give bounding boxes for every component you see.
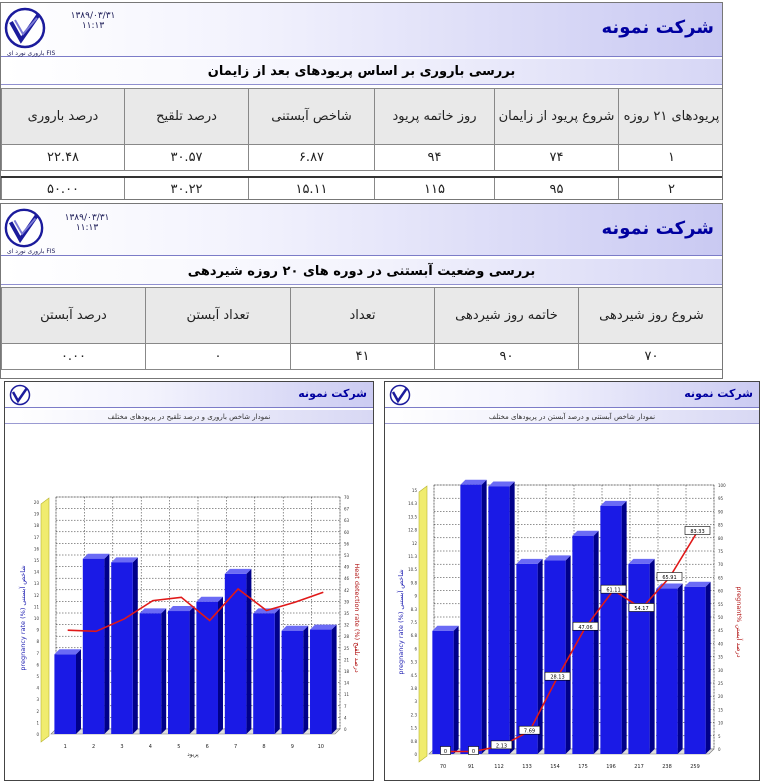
header-cell: شروع پریود از زایمان [495,89,619,145]
y2-tick-label: 90 [718,509,724,515]
y2-tick-label: 40 [718,641,724,647]
table-row [2,344,724,370]
y-tick-label: 18 [33,523,39,529]
bar [196,602,218,734]
y-tick-label: 9 [36,627,39,633]
chart-title: نمودار شاخص آبستنی و درصد آبستن در پریودهای مختلف [385,410,759,424]
bar [168,611,190,734]
bar [460,485,481,754]
y2-tick-label: 39 [344,599,350,605]
y2-tick-label: 21 [344,657,350,663]
bar [310,630,332,734]
y-axis-label: pregnancy rate (%) شاخص آبستنی [19,565,27,671]
y2-tick-label: 55 [718,601,724,607]
y2-tick-label: 4 [344,715,347,721]
bar [516,564,537,754]
y2-tick-label: 60 [718,588,724,594]
table-cell: ۷۴ [495,145,619,171]
y2-tick-label: 45 [718,628,724,634]
table-cell: ۶.۸۷ [249,145,375,171]
y-tick-label: 6.8 [410,633,417,639]
bar-side [246,569,251,734]
bar [488,486,509,754]
bar [684,587,705,754]
header-cell: شروع روز شیردهی [579,288,724,344]
bar [225,574,247,734]
y2-tick-label: 28 [344,634,350,640]
y2-tick-label: 53 [344,553,350,558]
y-tick-label: 0 [414,752,417,757]
data-label: 0 [443,749,448,755]
y2-tick-label: 75 [718,549,724,554]
header-cell: خاتمه روز شیردهی [435,288,579,344]
table-cell: ۷۰ [579,344,724,370]
y-tick-label: 9 [414,593,417,599]
report-date: ۱۳۸۹/۰۳/۳۱ [70,11,116,21]
y-tick-label: 8.3 [410,606,417,612]
bar-side [76,649,81,734]
bar-side [538,559,543,754]
y2-tick-label: 20 [718,694,724,700]
bar-side [133,557,138,734]
x-tick-label: 5 [177,744,181,750]
table-row [2,177,724,201]
bar [253,613,275,734]
chart-plot-2 [385,382,760,781]
y2-tick-label: 100 [718,483,726,488]
y2-tick-label: 11 [344,692,350,698]
y2-tick-label: 25 [718,681,724,686]
y-tick-label: 12.8 [408,527,417,533]
y2-tick-label: 5 [718,733,721,739]
company-name: شرکت نمونه [684,387,753,400]
report-panel-1 [0,2,723,200]
table-cell: ۱۵.۱۱ [249,177,375,201]
y2-tick-label: 7 [344,703,347,709]
y-tick-label: 4.5 [410,672,417,678]
y-tick-label: 10.5 [408,567,417,573]
y-tick-label: 11.3 [408,554,417,559]
y2-tick-label: 32 [344,622,350,628]
bar-side [594,531,599,754]
y-tick-label: 6 [414,646,417,652]
y2-tick-label: 49 [344,564,350,570]
y-tick-label: 13.5 [408,514,417,520]
bar-side [161,608,166,734]
bar-side [218,597,223,734]
y2-tick-label: 70 [344,495,350,500]
y-tick-label: 12 [33,592,39,598]
y-tick-label: 13 [33,581,39,587]
x-tick-label: 8 [262,744,266,750]
chart-panel-1 [4,381,374,781]
bar [544,560,565,754]
company-name: شرکت نمونه [298,387,367,400]
report-date: ۱۳۸۹/۰۳/۳۱ [64,213,110,223]
y2-tick-label: 56 [344,541,350,547]
y2-tick-label: 46 [344,576,350,582]
y-tick-label: 14 [33,569,39,575]
chart-plot-1 [5,382,374,781]
bar-side [275,608,280,734]
bar [432,631,453,754]
x-tick-label: 10 [317,744,324,750]
table-cell: ۳۰.۲۲ [125,177,249,201]
y2-tick-label: 70 [718,562,724,568]
bar-side [678,584,683,754]
y-tick-label: 0.8 [410,738,417,744]
y-tick-label: 6 [36,662,39,668]
x-tick-label: 3 [120,744,124,750]
x-tick-label: 133 [522,764,532,770]
report-table-1 [1,88,723,200]
company-name: شرکت نمونه [601,218,714,239]
report-header [1,3,722,57]
x-tick-label: 1 [63,744,67,750]
y-tick-label: 8 [36,639,39,645]
table-cell: ۱۱۵ [375,177,495,201]
y-tick-label: 12 [411,540,417,546]
x-tick-label: 217 [634,764,644,770]
x-tick-label: 259 [690,764,700,770]
y-tick-label: 16 [33,546,39,552]
table-cell: ۰.۰۰ [2,344,146,370]
report-table-2 [1,287,723,370]
y2-axis-label: pregnant% درصد آبستن [735,586,743,658]
header-cell: درصد آبستن [2,288,146,344]
x-tick-label: 112 [494,764,504,770]
bar-side [303,626,308,734]
y-tick-label: 7.5 [410,620,417,625]
y-tick-label: 14.3 [408,501,417,507]
y-tick-label: 20 [33,500,39,505]
x-tick-label: 6 [205,744,209,750]
bar [282,631,304,734]
bar-side [104,554,109,734]
data-label: 83.33 [690,529,705,536]
table-cell: ۹۰ [435,344,579,370]
table-row [2,145,724,171]
table-cell: ۱ [619,145,724,171]
report-header [1,204,722,256]
report-time: ۱۱:۱۳ [75,223,99,234]
data-label: 61.11 [606,587,621,594]
x-tick-label: 2 [92,744,96,750]
y-tick-label: 2.3 [410,712,417,718]
x-tick-label: 4 [148,744,152,750]
x-tick-label: 154 [550,764,560,770]
y-tick-label: 1 [36,720,39,726]
x-tick-label: 9 [290,744,294,750]
y2-tick-label: 35 [344,611,350,616]
bar [656,589,677,754]
y2-tick-label: 80 [718,535,724,541]
bar [54,654,76,734]
data-label: 0 [471,749,476,755]
x-tick-label: 196 [606,764,616,770]
report-time: ۱۱:۱۳ [81,21,105,32]
y-tick-label: 1.5 [410,725,417,731]
header-cell: شاخص آبستنی [249,89,375,145]
y2-tick-label: 65 [718,575,724,581]
plot-side-wall [419,486,427,762]
software-caption: باروری نورد ای FIS [7,248,56,255]
y2-tick-label: 50 [718,615,724,620]
bar-side [510,481,515,754]
table-cell: ۴۱ [291,344,435,370]
company-logo-icon [3,6,47,50]
y-tick-label: 3 [36,697,39,703]
y2-axis-label: Heat detection rate (%) درصد تلقیح [353,563,361,673]
software-caption: باروری نورد ای FIS [7,50,56,57]
company-logo-icon [3,207,45,249]
y2-tick-label: 60 [344,529,350,535]
y2-tick-label: 25 [344,645,350,651]
bar-side [650,559,655,754]
data-label: 65.91 [662,574,677,581]
x-tick-label: 175 [578,764,588,770]
report-title: بررسی باروری بر اساس پریودهای بعد از زایمان [1,59,722,85]
table-cell: ۹۵ [495,177,619,201]
y2-tick-label: 95 [718,496,724,502]
y2-tick-label: 14 [344,680,350,686]
bar-side [190,606,195,734]
data-label: 28.13 [550,674,565,681]
y-tick-label: 7 [36,650,39,656]
x-axis-label: پریود [187,752,199,758]
y-tick-label: 3 [414,699,417,705]
y2-tick-label: 35 [718,654,724,660]
chart-title: نمودار شاخص باروری و درصد تلقیح در پریودهای مختلف [5,410,373,424]
header-cell: درصد باروری [2,89,125,145]
table-cell: ۳۰.۵۷ [125,145,249,171]
company-name: شرکت نمونه [601,17,714,38]
y2-tick-label: 0 [718,747,721,752]
y-tick-label: 15 [33,558,39,563]
data-label: 54.17 [634,605,649,612]
y2-tick-label: 42 [344,587,350,593]
y-tick-label: 11 [33,604,39,610]
report-date-block [63,11,123,32]
y-tick-label: 2 [36,708,39,714]
bar-side [706,582,711,754]
bar-side [622,501,627,754]
bar-side [482,480,487,754]
y-tick-label: 9.8 [410,580,417,586]
report-panel-2 [0,203,723,379]
y-tick-label: 19 [33,511,39,517]
y2-tick-label: 30 [718,667,724,673]
y-tick-label: 10 [33,616,39,621]
y2-tick-label: 63 [344,518,350,524]
header-cell: روز خاتمه پریود [375,89,495,145]
x-tick-label: 238 [662,764,672,770]
y2-tick-label: 67 [344,506,350,512]
y-tick-label: 5.3 [410,659,417,665]
y-tick-label: 5 [36,674,39,679]
table-cell: ۰ [146,344,291,370]
y2-tick-label: 18 [344,669,350,674]
header-cell: درصد تلقیح [125,89,249,145]
bar [140,613,162,734]
table-cell: ۵۰.۰۰ [2,177,125,201]
x-tick-label: 91 [467,764,475,770]
bar [83,559,105,734]
table-cell: ۲ [619,177,724,201]
chart-panel-2 [384,381,760,781]
report-date-block [57,213,117,234]
y-axis-label: pregnancy rate (%) شاخص آبستنی [397,569,405,675]
table-cell: ۹۴ [375,145,495,171]
bar-side [332,625,337,734]
header-cell: تعداد آبستن [146,288,291,344]
y-tick-label: 3.8 [410,686,417,691]
data-label: 2.13 [495,743,508,750]
y2-tick-label: 0 [344,727,347,732]
y-tick-label: 17 [33,534,39,540]
data-label: 47.06 [578,624,593,631]
y2-tick-label: 15 [718,707,724,713]
y2-tick-label: 10 [718,720,724,726]
bar [628,564,649,754]
x-tick-label: 70 [439,764,447,770]
header-cell: پریودهای ۲۱ روزه [619,89,724,145]
bar [111,562,133,734]
report-title: بررسی وضعیت آبستنی در دوره های ۲۰ روزه شیردهی [1,259,722,285]
data-label: 7.69 [523,728,536,735]
y-tick-label: 4 [36,685,39,691]
bar-side [454,626,459,754]
y-tick-label: 0 [36,732,39,737]
header-cell: تعداد [291,288,435,344]
y-tick-label: 15 [411,488,417,493]
plot-side-wall [41,498,49,742]
y2-tick-label: 85 [718,522,724,528]
bar [600,506,621,754]
table-cell: ۲۲.۴۸ [2,145,125,171]
x-tick-label: 7 [234,744,238,750]
